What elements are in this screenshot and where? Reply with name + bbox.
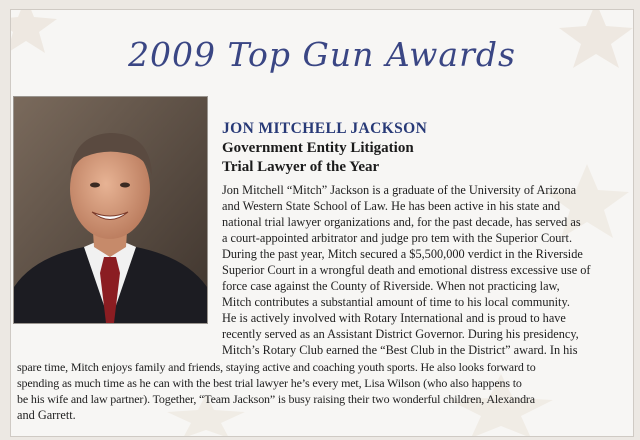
bio-line: and Western State School of Law. He has been active in his state and	[222, 199, 561, 213]
page-title: 2009 Top Gun Awards	[128, 35, 516, 74]
bio-line: force case against the County of Riverside. When not practicing law,	[222, 279, 560, 293]
bio-line: Mitch’s Rotary Club earned the “Best Club in the District” award. In his	[222, 343, 578, 357]
bio-line: He is actively involved with Rotary International and is proud to have	[222, 311, 566, 325]
bio-line: spending as much time as he can with the best trial lawyer he’s every met, Lisa Wilson (who also happens to	[17, 376, 522, 390]
award-title: Trial Lawyer of the Year	[222, 159, 380, 175]
bio-line: Mitch contributes a substantial amount of time to his local community.	[222, 295, 570, 309]
honoree-name: JON MITCHELL JACKSON	[222, 120, 428, 137]
bio-line: be his wife and law partner). Together, “Team Jackson” is busy raising their two wonderful children, Alexandra	[17, 392, 535, 406]
bio-line: Superior Court in a wrongful death and emotional distress excessive use of	[222, 263, 591, 277]
bio-line: recently served as an Assistant District Governor. During his presidency,	[222, 327, 579, 341]
bio-line: Jon Mitchell “Mitch” Jackson is a graduate of the University of Arizona	[222, 183, 577, 197]
bio-line: national trial lawyer organizations and, for the past decade, has served as	[222, 215, 581, 229]
bio-line: and Garrett.	[17, 408, 76, 422]
bio-line: a court-appointed arbitrator and judge pro tem with the Superior Court.	[222, 231, 573, 245]
bio-line: spare time, Mitch enjoys family and friends, staying active and coaching youth sports. He also looks forward to	[17, 360, 536, 374]
award-page	[10, 9, 634, 437]
portrait-photo	[13, 96, 208, 324]
bio-line: During the past year, Mitch secured a $5,500,000 verdict in the Riverside	[222, 247, 583, 261]
award-category: Government Entity Litigation	[222, 140, 414, 156]
